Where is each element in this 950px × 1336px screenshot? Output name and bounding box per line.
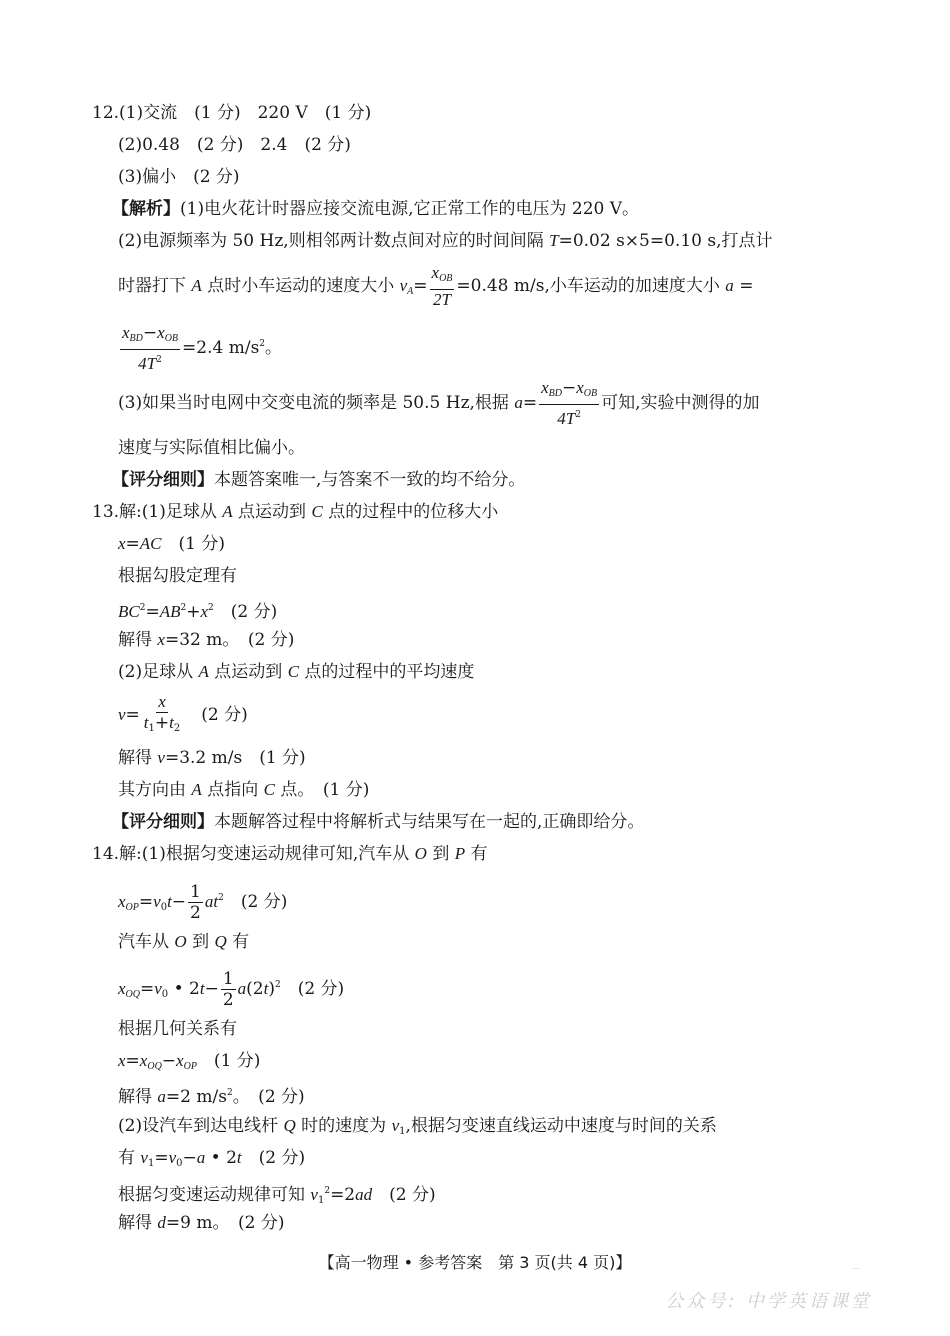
q12-answer-3: (3)偏小 (2 分) xyxy=(118,167,240,187)
q14-line-6: $x=x_{OQ}-x_{OP}$ (1 分) xyxy=(118,1051,261,1072)
q14-line-1: 14.解:(1)根据匀变速运动规律可知,汽车从 O 到 P 有 xyxy=(92,844,488,864)
q13-line-8: 解得 v=3.2 m/s (1 分) xyxy=(118,748,306,768)
q14-line-11: 解得 d=9 m。 (2 分) xyxy=(118,1213,285,1233)
q12-analysis-5: (3)如果当时电网中交变电流的频率是 50.5 Hz,根据 a= $\frac{x_{BD}-x_{OB}}{4T^2}$ 可知,实验中测得的加 xyxy=(118,378,760,428)
q12-analysis-3: 时器打下 A 点时小车运动的速度大小 $v_A=$ $\frac{x_{OB}}{2T}$ =0.48 m/s,小车运动的加速度大小 a = xyxy=(118,263,754,309)
q13-line-2: x=AC (1 分) xyxy=(118,534,226,554)
page-footer: 【高一物理 • 参考答案 第 3 页(共 4 页)】 xyxy=(318,1253,632,1272)
q12-answer-1: 12.(1)交流 (1 分) 220 V (1 分) xyxy=(92,103,372,123)
acceleration-fraction-2: $\frac{x_{BD}-x_{OB}}{4T^2}$ xyxy=(541,378,598,428)
avg-velocity-fraction: $\frac{x}{t_1+t_2}$ xyxy=(143,692,181,734)
q14-line-7: 解得 a=2 $m/s^2$。 (2 分) xyxy=(118,1087,305,1107)
q12-analysis-6: 速度与实际值相比偏小。 xyxy=(118,438,305,458)
corner-mark: … xyxy=(852,1262,860,1271)
q13-line-3: 根据勾股定理有 xyxy=(118,566,237,586)
q14-line-5: 根据几何关系有 xyxy=(118,1019,237,1039)
q14-line-4: $x_{OQ}=v_0$ • 2t− $\frac{1}{2}$ $a(2t)^2$ (2 分) xyxy=(118,969,345,1010)
q14-line-8: (2)设汽车到达电线杆 Q 时的速度为 $v_1$,根据匀变速直线运动中速度与时间的关系 xyxy=(118,1116,717,1137)
q13-line-1: 13.解:(1)足球从 A 点运动到 C 点的过程中的位移大小 xyxy=(92,502,499,522)
q13-line-4: $BC^2=AB^2+x^2$ (2 分) xyxy=(118,602,278,622)
q14-line-3: 汽车从 O 到 Q 有 xyxy=(118,932,250,952)
q14-line-2: $x_{OP}=v_0t-$ $\frac{1}{2}$ $at^2$ (2 分) xyxy=(118,882,288,923)
half-fraction: $\frac{1}{2}$ xyxy=(190,882,201,923)
q14-line-10: 根据匀变速运动规律可知 $v_1^2=2ad$ (2 分) xyxy=(118,1185,436,1206)
q13-grading-rule: 【评分细则】本题解答过程中将解析式与结果写在一起的,正确即给分。 xyxy=(112,812,645,832)
velocity-fraction: $\frac{x_{OB}}{2T}$ xyxy=(431,263,453,309)
q13-line-9: 其方向由 A 点指向 C 点。 (1 分) xyxy=(118,780,370,800)
q14-line-9: 有 $v_1=v_0-a$ • 2t (2 分) xyxy=(118,1148,306,1169)
q12-answer-2: (2)0.48 (2 分) 2.4 (2 分) xyxy=(118,135,351,155)
q12-analysis-1: 【解析】(1)电火花计时器应接交流电源,它正常工作的电压为 220 V。 xyxy=(112,199,640,219)
half-fraction-2: $\frac{1}{2}$ xyxy=(222,969,234,1010)
q12-analysis-4: $\frac{x_{BD}-x_{OB}}{4T^2}$ =2.4 $m/s^2$。 xyxy=(122,323,283,373)
q12-grading-rule: 【评分细则】本题答案唯一,与答案不一致的均不给分。 xyxy=(112,470,526,490)
q12-analysis-2: (2)电源频率为 50 Hz,则相邻两计数点间对应的时间间隔 T=0.02 s×5=0.10 s,打点计 xyxy=(118,231,773,251)
q13-line-6: (2)足球从 A 点运动到 C 点的过程中的平均速度 xyxy=(118,662,475,682)
watermark: 公众号: 中学英语课堂 xyxy=(665,1291,872,1312)
acceleration-fraction: $\frac{x_{BD}-x_{OB}}{4T^2}$ xyxy=(122,323,179,373)
q13-line-7: v= $\frac{x}{t_1+t_2}$ (2 分) xyxy=(118,692,248,739)
q13-line-5: 解得 x=32 m。 (2 分) xyxy=(118,630,295,650)
